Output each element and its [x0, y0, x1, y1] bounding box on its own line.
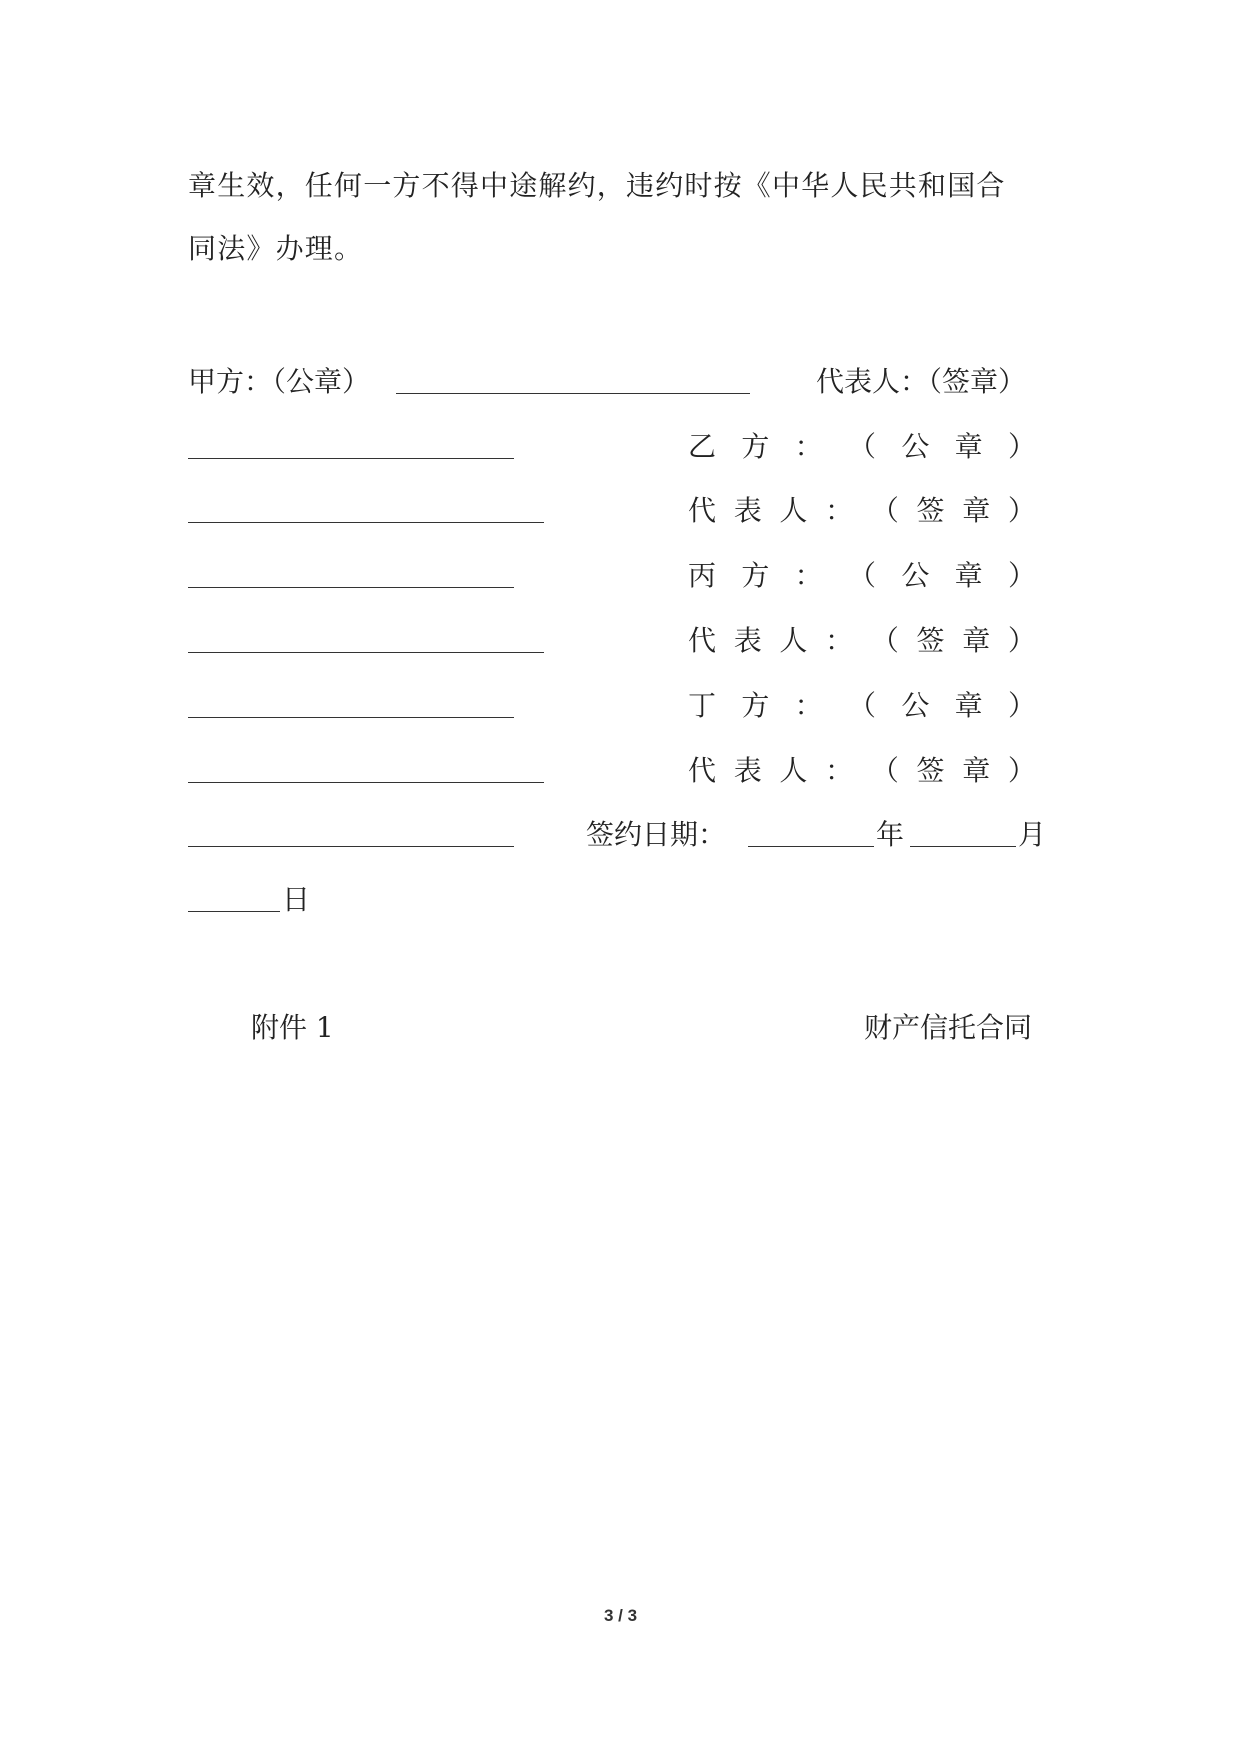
month-label: 月	[1018, 818, 1047, 851]
party-b-label: 乙 方 ： （ 公 章 ）	[688, 430, 1036, 463]
attachment-label: 附件 1	[251, 1011, 334, 1044]
party-d-seal-line	[188, 782, 544, 783]
body-line-2: 同法》办理。	[188, 232, 364, 265]
party-d-rep-signature-line	[188, 846, 514, 847]
party-a-label: 甲方：（公章）	[188, 365, 371, 398]
party-b-seal-line	[188, 522, 544, 523]
party-c-representative-label: 代 表 人 ： （ 签 章 ）	[688, 624, 1036, 657]
party-a-rep-signature-line	[188, 458, 514, 459]
party-b-representative-label: 代 表 人 ： （ 签 章 ）	[688, 494, 1036, 527]
party-a-seal-line	[396, 393, 750, 394]
day-blank-line	[188, 911, 280, 912]
party-d-label: 丁 方 ： （ 公 章 ）	[688, 689, 1036, 722]
day-label: 日	[282, 883, 311, 916]
party-b-rep-signature-line	[188, 587, 514, 588]
body-line-1: 章生效，任何一方不得中途解约，违约时按《中华人民共和国合	[188, 169, 1006, 202]
party-c-label: 丙 方 ： （ 公 章 ）	[688, 559, 1036, 592]
month-blank-line	[910, 846, 1016, 847]
party-a-representative-label: 代表人：（签章）	[816, 365, 1027, 398]
year-blank-line	[748, 846, 874, 847]
year-label: 年	[876, 818, 905, 851]
signing-date-label: 签约日期：	[586, 818, 727, 851]
party-c-seal-line	[188, 652, 544, 653]
party-d-representative-label: 代 表 人 ： （ 签 章 ）	[688, 754, 1036, 787]
party-c-rep-signature-line	[188, 717, 514, 718]
page-number: 3 / 3	[603, 1606, 638, 1625]
attachment-title: 财产信托合同	[864, 1011, 1033, 1044]
